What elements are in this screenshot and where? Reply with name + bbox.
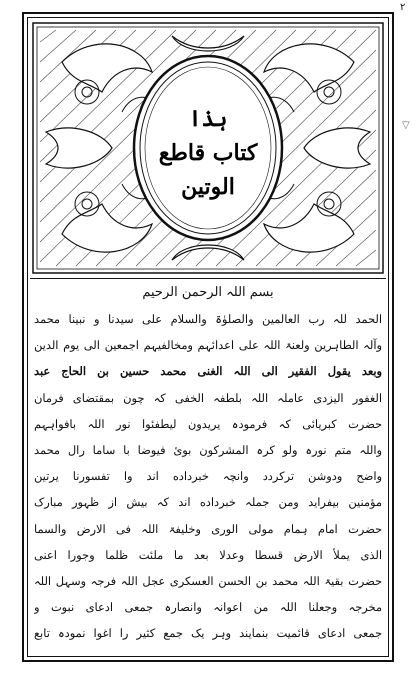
body-text <box>34 282 382 647</box>
section-rule <box>30 278 386 279</box>
text-line: الحمد للہ رب العالمین والصلوٰۃ والسلام علی سیدنا و نبینا محمد <box>34 312 382 326</box>
title-line-2: کتاب قاطع <box>158 140 258 166</box>
text-line: مؤمنین بیفراید ومن جملہ خبرداده اند کہ بیش از ظہور مبارک <box>34 495 382 510</box>
text-line: وآلہ الطاہرین ولعنۃ اللہ علی اعدائہم ومخالفیہم اجمعین الی یوم الدین <box>34 338 382 353</box>
text-line: جمعی ادعای قائمیت بنمایند وہر یک جمع کثیر را اغوا نمودہ تابع <box>34 626 382 641</box>
text-line: حضرت کبریائی کہ فرمودہ یریدون لیطفئوا نور اللہ بافواہہم <box>34 416 382 431</box>
title-line-1: ہذا <box>188 106 228 132</box>
text-line: واضح ودوشن ترکردد وانچہ خبرداده اند وا تفسورنا یرتین <box>34 469 382 484</box>
text-line: حضرت بقیۃ اللہ محمد بن الحسن العسکری عجل اللہ فرجہ وسہل اللہ <box>34 574 382 589</box>
title-line-3: الوتین <box>181 174 235 200</box>
text-line: الذی یملأ الارض قسطا وعدلا بعد ما ملئت ظلما وجورا اعنی <box>34 547 382 562</box>
margin-mark: ▽ <box>402 120 410 131</box>
text-line: مخرجہ وجعلنا اللہ من اعوانہ وانصارہ جمعی ادعای نبوت و <box>34 600 382 615</box>
text-line: حضرت امام ہمام مولی الوری وخلیفۃ اللہ فی الارض والسما <box>34 521 382 536</box>
text-line: وبعد یقول الفقیر الی اللہ الغنی محمد حسین بن الحاج عبد <box>34 364 382 379</box>
title-ornament <box>32 22 384 274</box>
text-line: الغفور الیزدی عاملہ اللہ بلطفہ الخفی کہ چون بمقتضای فرمان <box>34 390 382 405</box>
page-number: ٢ <box>400 2 406 13</box>
page-frame <box>22 12 394 662</box>
bismillah: بسم اللہ الرحمن الرحیم <box>142 285 274 300</box>
text-line: واللہ متم نورہ ولو کرہ المشرکون بوئ فیوضا با ساما رال محمد <box>34 443 382 458</box>
